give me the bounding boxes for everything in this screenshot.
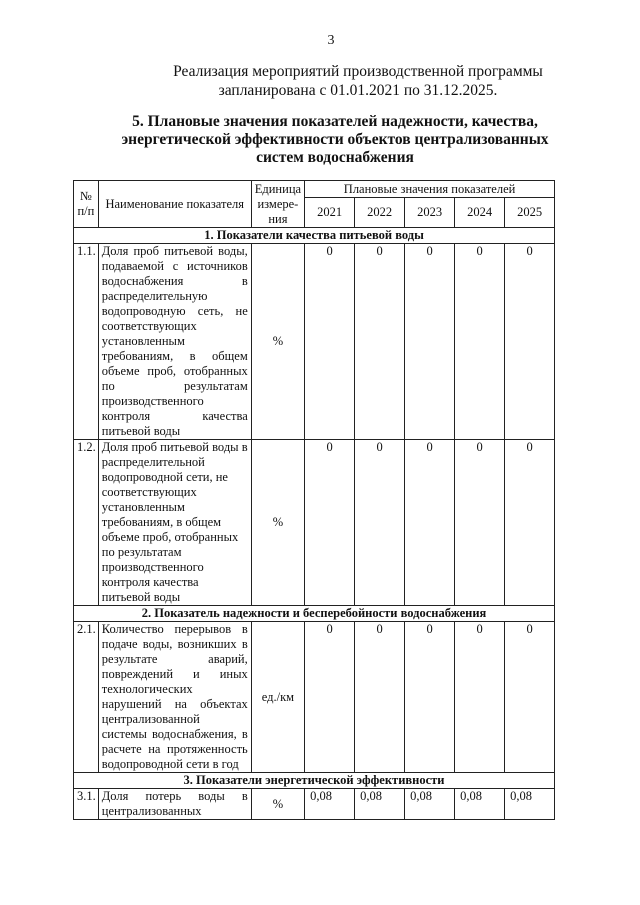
intro-line-1: Реализация мероприятий производственной программы xyxy=(173,63,543,80)
value-2023: 0 xyxy=(405,244,455,440)
value-2024: 0 xyxy=(455,440,505,606)
group-title-reliability: 2. Показатель надежности и бесперебойности водоснабжения xyxy=(74,606,555,622)
header-num-line-1: № xyxy=(79,189,92,203)
unit-cell: % xyxy=(251,244,304,440)
value-2024: 0 xyxy=(455,622,505,773)
value-2021: 0 xyxy=(305,244,355,440)
indicators-table xyxy=(73,180,555,820)
header-num xyxy=(74,181,99,228)
value-2024: 0,08 xyxy=(455,789,505,820)
value-2022: 0,08 xyxy=(355,789,405,820)
group-title-energy: 3. Показатели энергетической эффективности xyxy=(74,773,555,789)
value-2024: 0 xyxy=(455,244,505,440)
value-2023: 0 xyxy=(405,622,455,773)
indicator-name: Доля проб питьевой воды в распределительной водопроводной сети, не соответствующих установленным требованиям, в общем объеме проб, отобранных по результатам производственного контроля качества питьевой воды xyxy=(98,440,251,606)
value-2021: 0 xyxy=(305,440,355,606)
section-title-line-1: 5. Плановые значения показателей надежности, качества, xyxy=(132,113,538,130)
value-2025: 0 xyxy=(505,440,555,606)
header-name: Наименование показателя xyxy=(98,181,251,228)
value-2022: 0 xyxy=(355,622,405,773)
value-2022: 0 xyxy=(355,440,405,606)
intro-line-2: запланирована с 01.01.2021 по 31.12.2025. xyxy=(218,82,498,99)
header-unit-line-3: ния xyxy=(268,211,288,226)
group-title-quality: 1. Показатели качества питьевой воды xyxy=(74,228,555,244)
unit-cell: % xyxy=(251,789,304,820)
section-title-line-2: энергетической эффективности объектов централизованных xyxy=(121,131,549,148)
unit-cell: ед./км xyxy=(251,622,304,773)
header-unit-line-2: измере- xyxy=(257,196,299,211)
header-planned-values: Плановые значения показателей xyxy=(305,181,555,198)
value-2025: 0 xyxy=(505,622,555,773)
value-2025: 0,08 xyxy=(505,789,555,820)
value-2023: 0 xyxy=(405,440,455,606)
value-2022: 0 xyxy=(355,244,405,440)
header-unit-line-1: Единица xyxy=(254,181,302,196)
unit-cell: % xyxy=(251,440,304,606)
table-row xyxy=(74,622,555,773)
row-num: 3.1. xyxy=(74,789,99,820)
header-year: 2022 xyxy=(355,198,405,228)
header-unit xyxy=(251,181,304,228)
header-num-line-2: п/п xyxy=(77,204,95,218)
value-2023: 0,08 xyxy=(405,789,455,820)
indicator-name: Количество перерывов в подаче воды, возникших в результате аварий, повреждений и иных технологических нарушений на объектах централизованной системы водоснабжения, в расчете на протяженность водопроводной сети в год xyxy=(98,622,251,773)
section-title-line-3: систем водоснабжения xyxy=(256,149,414,166)
header-year: 2024 xyxy=(455,198,505,228)
section-title xyxy=(70,113,600,167)
header-year: 2021 xyxy=(305,198,355,228)
table-row xyxy=(74,244,555,440)
header-year: 2023 xyxy=(405,198,455,228)
page-number: 3 xyxy=(327,33,335,48)
row-num: 1.1. xyxy=(74,244,99,440)
value-2021: 0 xyxy=(305,622,355,773)
value-2025: 0 xyxy=(505,244,555,440)
row-num: 2.1. xyxy=(74,622,99,773)
value-2021: 0,08 xyxy=(305,789,355,820)
table-row xyxy=(74,789,555,820)
header-year: 2025 xyxy=(505,198,555,228)
indicator-name: Доля потерь воды в централизованных xyxy=(98,789,251,820)
row-num: 1.2. xyxy=(74,440,99,606)
intro-text xyxy=(128,62,588,100)
indicator-name: Доля проб питьевой воды, подаваемой с источников водоснабжения в распределительную водопроводную сеть, не соответствующих установленным требованиям, в общем объеме проб, отобранных по результатам производственного контроля качества питьевой воды xyxy=(98,244,251,440)
table-row xyxy=(74,440,555,606)
